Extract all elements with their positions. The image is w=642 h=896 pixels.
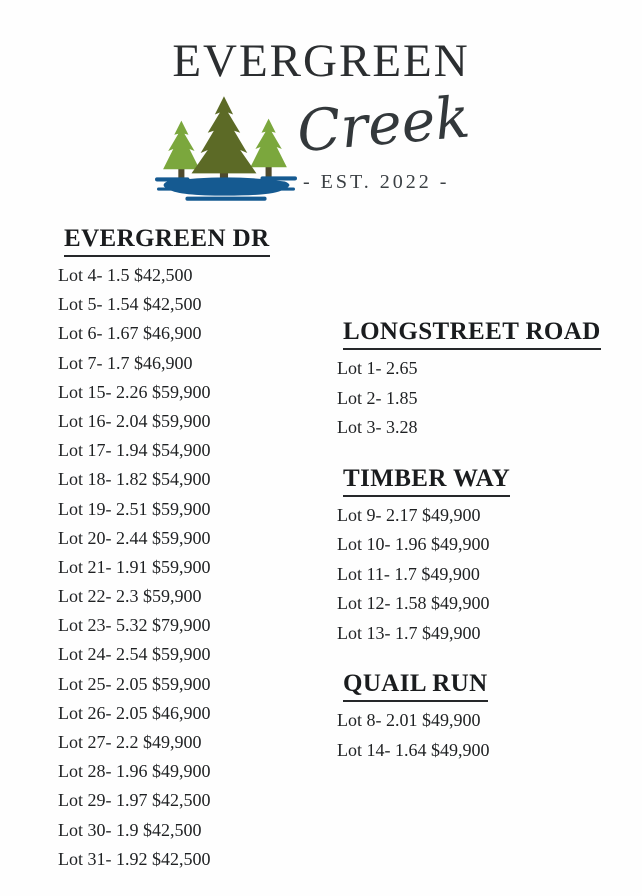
water-streak: [155, 177, 189, 181]
lot-item: Lot 30- 1.9 $42,500: [58, 819, 202, 840]
street-heading: TIMBER WAY: [343, 465, 510, 497]
street-section: [337, 318, 632, 443]
column-left: [58, 225, 353, 874]
lot-item: Lot 8- 2.01 $49,900: [337, 710, 481, 730]
lot-item: Lot 11- 1.7 $49,900: [337, 563, 480, 584]
lot-item: Lot 17- 1.94 $54,900: [58, 440, 211, 461]
water-streak: [185, 197, 266, 201]
lot-item: Lot 21- 1.91 $59,900: [58, 556, 211, 577]
lot-item: Lot 2- 1.85: [337, 387, 418, 408]
lot-item: Lot 5- 1.54 $42,500: [58, 294, 202, 315]
lot-item: Lot 16- 2.04 $59,900: [58, 410, 211, 431]
lot-item: Lot 29- 1.97 $42,500: [58, 790, 211, 811]
lot-item: Lot 9- 2.17 $49,900: [337, 504, 481, 525]
lot-item: Lot 3- 3.28: [337, 417, 418, 437]
lot-item: Lot 14- 1.64 $49,900: [337, 739, 490, 760]
street-heading: QUAIL RUN: [343, 670, 488, 702]
lot-list: [337, 354, 632, 443]
lot-item: Lot 12- 1.58 $49,900: [337, 593, 490, 613]
brand-script: Creek: [294, 84, 473, 166]
lot-item: Lot 7- 1.7 $46,900: [58, 352, 193, 373]
established-text: - EST. 2022 -: [303, 171, 450, 193]
left-pine-tree-icon: [163, 121, 200, 170]
water-streak: [279, 188, 295, 191]
street-section: [337, 465, 632, 649]
lot-item: Lot 19- 2.51 $59,900: [58, 498, 211, 519]
lot-item: Lot 1- 2.65: [337, 358, 418, 378]
lot-item: Lot 6- 1.67 $46,900: [58, 323, 202, 344]
lot-item: Lot 23- 5.32 $79,900: [58, 615, 211, 636]
lot-item: Lot 24- 2.54 $59,900: [58, 644, 211, 665]
lot-item: Lot 22- 2.3 $59,900: [58, 586, 202, 607]
street-section: [337, 670, 632, 765]
lot-item: Lot 10- 1.96 $49,900: [337, 534, 490, 554]
street-heading: EVERGREEN DR: [64, 225, 270, 257]
lot-item: Lot 4- 1.5 $42,500: [58, 265, 193, 285]
middle-pine-tree-icon: [192, 96, 257, 173]
brand-name: EVERGREEN: [172, 35, 470, 87]
column-right: [337, 318, 632, 765]
street-section: [58, 225, 353, 874]
street-heading: LONGSTREET ROAD: [343, 318, 601, 350]
lot-item: Lot 15- 2.26 $59,900: [58, 381, 211, 402]
lot-item: Lot 27- 2.2 $49,900: [58, 732, 202, 752]
lot-item: Lot 20- 2.44 $59,900: [58, 527, 211, 548]
lot-list: [337, 501, 632, 649]
lot-list: [337, 706, 632, 765]
lot-item: Lot 28- 1.96 $49,900: [58, 761, 211, 782]
water-streak: [260, 176, 297, 180]
lot-item: Lot 31- 1.92 $42,500: [58, 848, 211, 869]
lot-item: Lot 25- 2.05 $59,900: [58, 673, 211, 694]
lot-item: Lot 18- 1.82 $54,900: [58, 469, 211, 490]
right-pine-tree-icon: [250, 119, 287, 168]
water-streak: [157, 188, 173, 191]
lot-item: Lot 13- 1.7 $49,900: [337, 622, 481, 643]
pine-trees-water-icon: [155, 96, 297, 202]
lot-list: [58, 261, 353, 874]
lot-item: Lot 26- 2.05 $46,900: [58, 702, 211, 723]
